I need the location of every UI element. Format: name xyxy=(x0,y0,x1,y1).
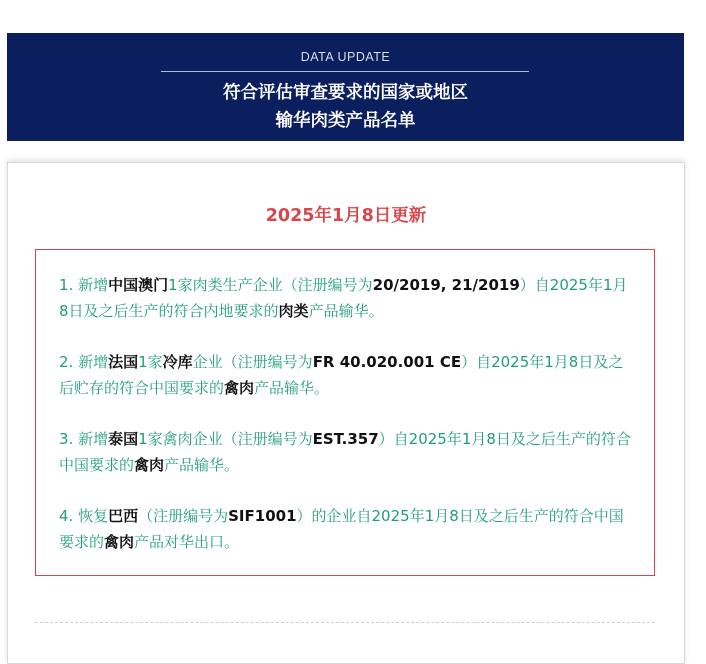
item-text: 1家肉类生产企业（注册编号为 xyxy=(168,276,373,294)
item-text: 1. 新增 xyxy=(59,276,109,294)
update-list-box xyxy=(35,249,655,576)
item-highlight: 巴西 xyxy=(108,507,139,525)
item-text: 2. 新增 xyxy=(59,353,109,371)
item-highlight: 禽肉 xyxy=(134,456,165,474)
section-divider xyxy=(35,622,655,623)
list-item xyxy=(59,503,634,555)
item-highlight: 中国澳门 xyxy=(108,276,169,294)
list-item xyxy=(59,349,634,401)
item-highlight: 禽肉 xyxy=(104,533,135,551)
item-text: 4. 恢复 xyxy=(59,507,109,525)
content-card xyxy=(7,162,685,664)
header-banner xyxy=(7,33,684,141)
banner-kicker: DATA UPDATE xyxy=(300,50,391,64)
item-text: ）自2025年1月8日及之后生产的符合中国要求的 xyxy=(59,430,631,474)
item-text: 产品输华。 xyxy=(254,379,330,397)
item-highlight: SIF1001 xyxy=(228,507,297,525)
item-highlight: 20/2019, 21/2019 xyxy=(372,276,520,294)
banner-divider xyxy=(161,71,529,72)
item-text: 产品输华。 xyxy=(308,302,384,320)
list-item xyxy=(59,426,634,478)
banner-title-line2: 输华肉类产品名单 xyxy=(275,111,416,131)
list-item xyxy=(59,272,634,324)
item-highlight: 泰国 xyxy=(108,430,139,448)
item-text: 企业（注册编号为 xyxy=(192,353,313,371)
item-highlight: FR 40.020.001 CE xyxy=(312,353,462,371)
item-text: ）的企业自2025年1月8日及之后生产的符合中国要求的 xyxy=(59,507,624,551)
item-highlight: 禽肉 xyxy=(224,379,255,397)
item-text: 产品对华出口。 xyxy=(134,533,240,551)
item-text: 3. 新增 xyxy=(59,430,109,448)
item-highlight: 法国 xyxy=(108,353,139,371)
banner-title-line1: 符合评估审查要求的国家或地区 xyxy=(223,83,468,103)
item-highlight: 冷库 xyxy=(162,353,193,371)
item-text: ）自2025年1月8日及之后贮存的符合中国要求的 xyxy=(59,353,624,397)
item-text: 产品输华。 xyxy=(164,456,240,474)
item-text: 1家禽肉企业（注册编号为 xyxy=(138,430,313,448)
item-text: 1家 xyxy=(138,353,163,371)
update-date-heading: 2025年1月8日更新 xyxy=(265,206,427,226)
item-highlight: EST.357 xyxy=(312,430,379,448)
item-highlight: 肉类 xyxy=(278,302,309,320)
item-text: （注册编号为 xyxy=(138,507,229,525)
item-text: ）自2025年1月8日及之后生产的符合内地要求的 xyxy=(59,276,628,320)
